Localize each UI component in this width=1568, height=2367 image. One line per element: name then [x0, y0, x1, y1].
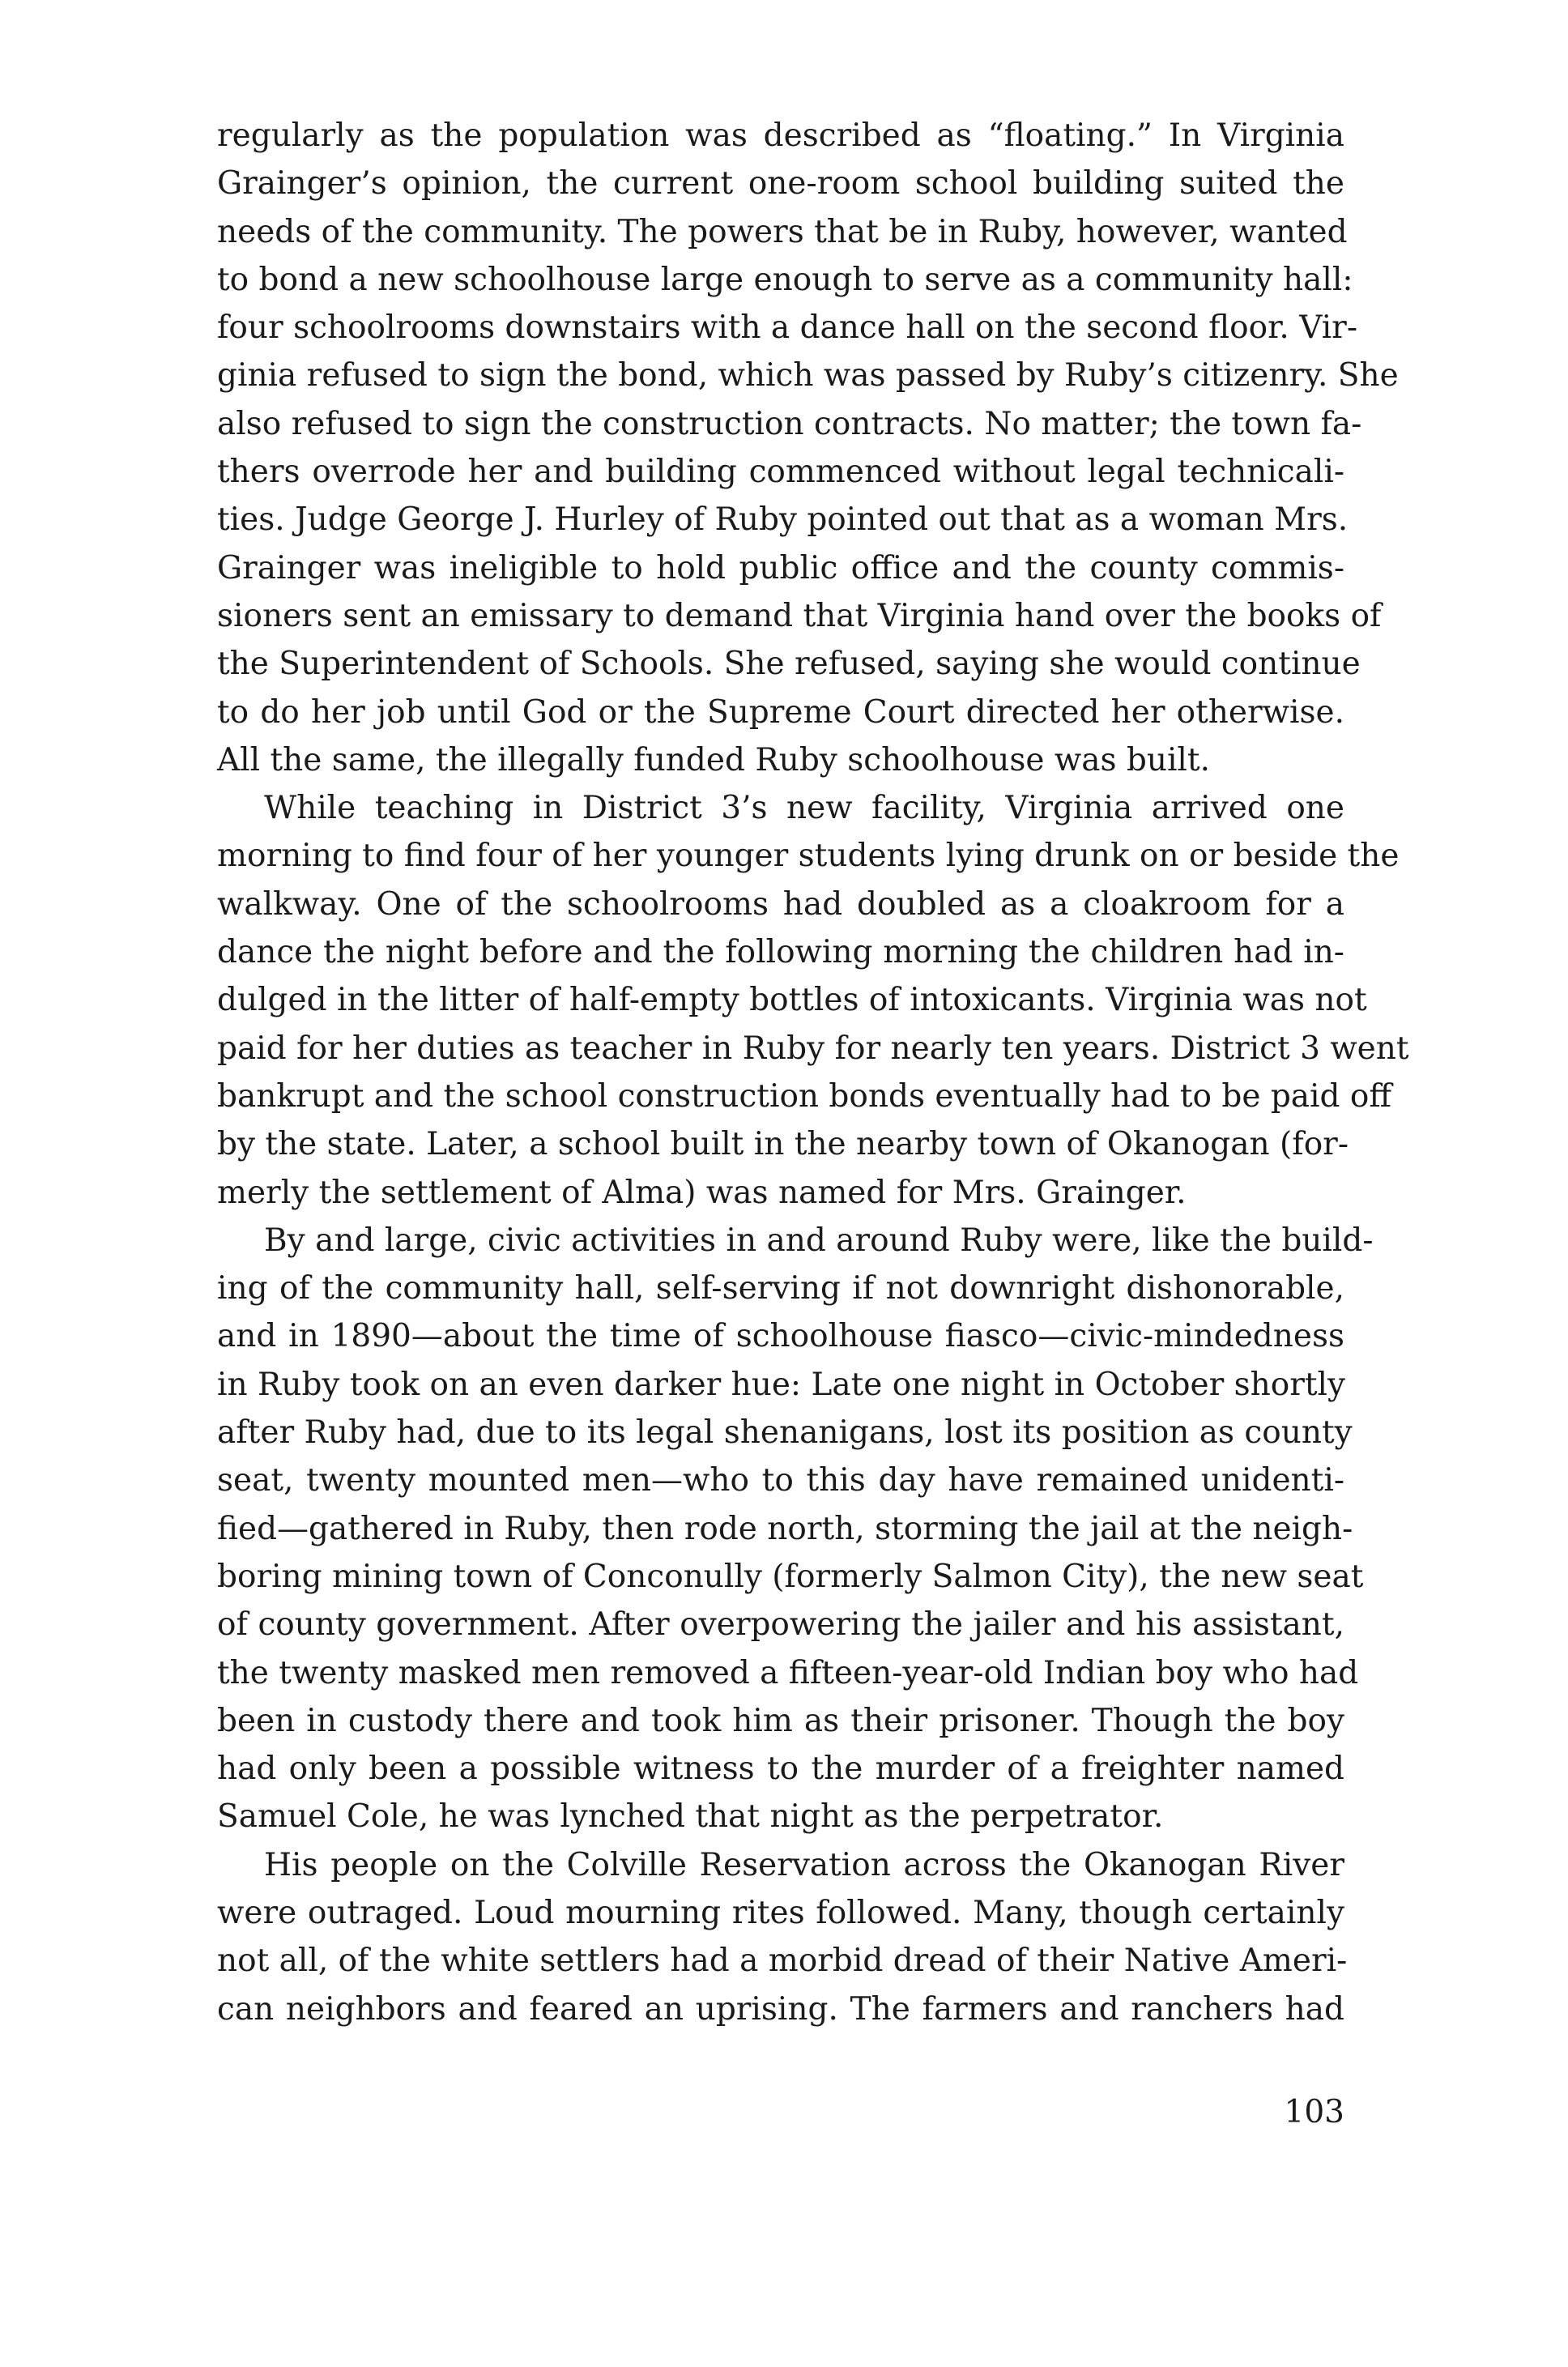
text-line: fied—gathered in Ruby, then rode north, storming the jail at the neigh-	[217, 1510, 1353, 1547]
text-line: regularly as the population was described as “floating.” In Virginia	[217, 117, 1344, 154]
text-line: not all, of the white settlers had a morbid dread of their Native Ameri-	[217, 1943, 1348, 1980]
text-line: by the state. Later, a school built in the nearby town of Okanogan (for-	[217, 1126, 1349, 1163]
text-line: bankrupt and the school construction bonds eventually had to be paid off	[217, 1077, 1392, 1115]
text-line: boring mining town of Conconully (formerly Salmon City), the new seat	[217, 1558, 1364, 1595]
text-line: ing of the community hall, self-serving if not downright dishonorable,	[217, 1270, 1344, 1307]
text-line: Samuel Cole, he was lynched that night as the perpetrator.	[217, 1798, 1164, 1836]
text-line: the twenty masked men removed a fifteen-year-old Indian boy who had	[217, 1654, 1359, 1691]
page-number: 103	[1284, 2094, 1344, 2130]
text-line: Grainger’s opinion, the current one-room school building suited the	[217, 165, 1344, 203]
text-line: dulged in the litter of half-empty bottles of intoxicants. Virginia was not	[217, 982, 1367, 1019]
text-line: can neighbors and feared an uprising. The farmers and ranchers had	[217, 1990, 1344, 2028]
text-line: seat, twenty mounted men—who to this day have remained unidenti-	[217, 1462, 1344, 1499]
text-line: sioners sent an emissary to demand that Virginia hand over the books of	[217, 597, 1382, 634]
text-line: of county government. After overpowering the jailer and his assistant,	[217, 1606, 1344, 1644]
text-line: While teaching in District 3’s new facility, Virginia arrived one	[264, 790, 1344, 827]
text-line: had only been a possible witness to the murder of a freighter named	[217, 1751, 1344, 1788]
paragraph	[217, 112, 1399, 784]
text-line: in Ruby took on an even darker hue: Late one night in October shortly	[217, 1366, 1346, 1403]
text-line: dance the night before and the following morning the children had in-	[217, 934, 1344, 971]
paragraph	[217, 1841, 1348, 2033]
text-line: merly the settlement of Alma) was named for Mrs. Grainger.	[217, 1174, 1187, 1211]
text-line: thers overrode her and building commenced without legal technicali-	[217, 454, 1344, 491]
body-text	[217, 112, 1409, 2033]
text-line: after Ruby had, due to its legal shenanigans, lost its position as county	[217, 1414, 1353, 1452]
text-line: His people on the Colville Reservation across the Okanogan River	[264, 1846, 1344, 1883]
text-line: the Superintendent of Schools. She refused, saying she would continue	[217, 646, 1361, 683]
text-line: ties. Judge George J. Hurley of Ruby pointed out that as a woman Mrs.	[217, 501, 1349, 539]
text-line: been in custody there and took him as their prisoner. Though the boy	[217, 1702, 1344, 1739]
text-line: morning to find four of her younger students lying drunk on or beside the	[217, 838, 1400, 875]
text-line: Grainger was ineligible to hold public office and the county commis-	[217, 549, 1344, 586]
text-line: All the same, the illegally funded Ruby schoolhouse was built.	[217, 741, 1210, 778]
text-line: By and large, civic activities in and around Ruby were, like the build-	[264, 1222, 1374, 1259]
text-line: walkway. One of the schoolrooms had doubled as a cloakroom for a	[217, 885, 1344, 923]
text-line: needs of the community. The powers that be in Ruby, however, wanted	[217, 213, 1348, 250]
text-line: ginia refused to sign the bond, which was passed by Ruby’s citizenry. She	[217, 357, 1399, 394]
text-line: four schoolrooms downstairs with a dance hall on the second floor. Vir-	[217, 309, 1357, 347]
paragraph	[217, 784, 1409, 1217]
paragraph	[217, 1217, 1374, 1841]
text-line: paid for her duties as teacher in Ruby for nearly ten years. District 3 went	[217, 1030, 1409, 1067]
text-line: to do her job until God or the Supreme Court directed her otherwise.	[217, 693, 1344, 731]
text-line: also refused to sign the construction contracts. No matter; the town fa-	[217, 405, 1362, 442]
text-line: and in 1890—about the time of schoolhouse fiasco—civic-mindedness	[217, 1318, 1344, 1355]
text-line: to bond a new schoolhouse large enough to serve as a community hall:	[217, 261, 1353, 298]
text-line: were outraged. Loud mourning rites followed. Many, though certainly	[217, 1894, 1344, 1931]
